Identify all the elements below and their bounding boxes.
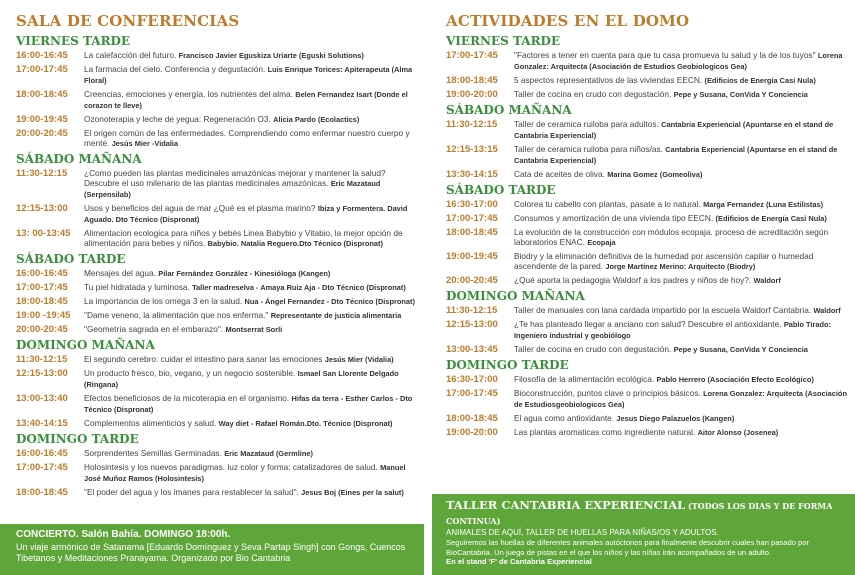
event-speaker: Way diet - Rafael Román.Dto. Técnico (Dispronat) <box>218 419 393 428</box>
event-title: Efectos beneficiosos de la micoterapia en el organismo. <box>84 393 290 403</box>
schedule-item <box>446 388 855 410</box>
event-description <box>514 388 855 410</box>
event-description <box>514 199 855 210</box>
event-speaker: Pepe y Susana, ConVida Y Conciencia <box>673 90 808 99</box>
event-speaker: Cantabria Experiencial (Apuntarse en el stand de Cantabria Experiencial) <box>514 145 838 165</box>
event-description <box>84 296 424 307</box>
day-heading: SÁBADO MAÑANA <box>446 103 572 117</box>
concierto-text: Un viaje armónico de Satanama [Eduardo Domínguez y Seva Partap Singh] con Gongs, Cuencos Tibetanos y Meditaciones Pranayama. Organizado por Bio Cantabria <box>16 542 406 563</box>
taller-stand: En el stand 'F' de Cantabria Experiencial <box>446 557 592 566</box>
event-speaker: (Edificios de Energía Casi Nula) <box>704 76 816 85</box>
event-time: 11:30-12:15 <box>446 119 498 130</box>
schedule-item <box>16 203 424 225</box>
schedule-item <box>446 374 855 385</box>
event-time: 13:00-13:45 <box>446 344 498 355</box>
event-description <box>84 462 424 484</box>
schedule-item <box>446 227 855 248</box>
event-time: 17:00-17:45 <box>446 213 498 224</box>
event-title: Sorprendentes Semillas Germinadas. <box>84 448 222 458</box>
event-description <box>514 344 855 355</box>
event-title: Alimentacion ecologica para niños y bebés Linea Babybio y Vitabio, la mejor opción de alimentación para bebes y niños. <box>84 228 403 248</box>
schedule-item <box>16 89 424 111</box>
event-time: 16:30-17:00 <box>446 374 498 385</box>
sala-conferencias-title: SALA DE CONFERENCIAS <box>16 12 240 30</box>
event-title: La evolución de la construcción con módulos ecopaja. proceso de acreditación según laboratorios ENAC. <box>514 227 829 247</box>
schedule-item <box>16 282 424 293</box>
event-title: Taller de cocina en crudo con degustación. <box>514 344 672 354</box>
day-heading: DOMINGO MAÑANA <box>16 338 155 352</box>
event-speaker: Jesús Mier -Vidalia <box>111 139 179 148</box>
event-time: 11:30-12:15 <box>16 354 68 365</box>
concierto-banner <box>0 524 424 575</box>
event-title: El origen común de las enfermedades. Comprendiendo como enfermar nuestro cuerpo y mente. <box>84 128 410 148</box>
schedule-item <box>446 344 855 355</box>
schedule-item <box>446 305 855 316</box>
event-speaker: Waldorf <box>753 276 781 285</box>
event-time: 19:00-20:00 <box>446 427 498 438</box>
event-description <box>84 487 424 498</box>
event-description <box>84 203 424 225</box>
day-heading: DOMINGO TARDE <box>446 358 569 372</box>
event-description <box>514 305 855 316</box>
schedule-item <box>16 418 424 429</box>
event-time: 16:00-16:45 <box>16 50 68 61</box>
event-time: 13:40-14:15 <box>16 418 68 429</box>
day-heading: VIERNES TARDE <box>16 34 131 48</box>
event-title: Un producto fresco, bio, vegano, y un negocio sostenible. <box>84 368 296 378</box>
event-time: 19:00-19:45 <box>16 114 68 125</box>
event-time: 18:00-18:45 <box>16 296 68 307</box>
event-time: 11:30-12:15 <box>446 305 498 316</box>
event-speaker: Eric Mazataud (Serpensilab) <box>84 179 381 199</box>
event-speaker: Jesus Boj (Eines per la salut) <box>301 488 404 497</box>
event-description <box>84 368 424 390</box>
schedule-item <box>16 64 424 86</box>
schedule-item <box>16 462 424 484</box>
taller-title-main: TALLER CANTABRIA EXPERIENCIAL <box>446 498 686 512</box>
event-time: 20:00-20:45 <box>446 275 498 286</box>
event-time: 19:00-20:00 <box>446 89 498 100</box>
schedule-item <box>446 251 855 272</box>
event-time: 18:00-18:45 <box>446 413 498 424</box>
event-speaker: Ismael San Llorente Delgado (Ringana) <box>84 369 399 389</box>
event-title: Taller de ceramica ruiloba para niños/as. <box>514 144 663 154</box>
event-speaker: Cantabria Experiencial (Apuntarse en el stand de Cantabria Experiencial) <box>514 120 834 140</box>
event-description <box>514 319 855 341</box>
event-speaker: Alicia Pardo (Ecolactics) <box>273 115 360 124</box>
event-title: Holosintesis y los nuevos paradigmas. luz color y forma: catalizadores de salud. <box>84 462 378 472</box>
event-title: Bioconstrucción, puntos clave o principios básicos. <box>514 388 701 398</box>
schedule-item <box>446 199 855 210</box>
event-title: 5 aspectos representativos de las viviendas EECN. <box>514 75 703 85</box>
event-title: "Dame veneno, la alimentación que nos enferma." <box>84 310 269 320</box>
schedule-item <box>16 368 424 390</box>
event-description <box>84 418 424 429</box>
event-description <box>84 89 424 111</box>
event-time: 13:00-13:40 <box>16 393 68 404</box>
schedule-item <box>16 228 424 249</box>
domo-column <box>432 0 855 441</box>
event-speaker: Jesús Mier (Vidalia) <box>324 355 394 364</box>
event-time: 20:00-20:45 <box>16 128 68 139</box>
schedule-item <box>16 168 424 200</box>
day-heading: VIERNES TARDE <box>446 34 561 48</box>
event-time: 11:30-12:15 <box>16 168 68 179</box>
right-schedule <box>432 34 855 438</box>
event-description <box>84 324 424 335</box>
schedule-item <box>16 324 424 335</box>
event-description <box>514 89 855 100</box>
event-description <box>84 393 424 415</box>
event-description <box>514 275 855 286</box>
schedule-item <box>16 310 424 321</box>
event-speaker: Lorena Gonzalez: Arquitecta (Asociación de Estudios Geobiologicos Gea) <box>514 51 843 71</box>
event-time: 12:15-13:00 <box>446 319 498 330</box>
concierto-details: Salón Bahía. DOMINGO 18:00h. <box>78 529 231 540</box>
event-description <box>84 310 424 321</box>
event-description <box>514 119 855 141</box>
event-time: 12:15-13:00 <box>16 368 68 379</box>
event-time: 17:00-17:45 <box>446 50 498 61</box>
event-description <box>84 168 424 200</box>
taller-subtitle: ANIMALES DE AQUÍ, TALLER DE HUELLAS PARA NIÑAS/OS Y ADULTOS. <box>446 528 719 537</box>
event-speaker: Montserrat Sorli <box>225 325 283 334</box>
event-description <box>84 354 424 365</box>
event-title: ¿Qué aporta la pedagogia Waldorf a los padres y niños de hoy?. <box>514 275 752 285</box>
event-speaker: Marina Gomez (Gomeoliva) <box>607 170 703 179</box>
event-time: 19:00 -19:45 <box>16 310 71 321</box>
event-description <box>514 144 855 166</box>
event-title: "Factores a tener en cuenta para que tu casa promueva tu salud y la de los tuyos" <box>514 50 816 60</box>
schedule-item <box>446 119 855 141</box>
concierto-title <box>16 529 408 541</box>
event-time: 16:00-16:45 <box>16 268 68 279</box>
event-time: 18:00-18:45 <box>16 487 68 498</box>
schedule-item <box>16 128 424 149</box>
event-speaker: Manuel José Muñoz Ramos (Holosintesis) <box>84 463 406 483</box>
event-title: Filosofía de la alimentación ecológica. <box>514 374 655 384</box>
event-time: 13: 00-13:45 <box>16 228 71 239</box>
event-speaker: Nua - Ángel Fernandez - Dto Técnico (Dispronat) <box>244 297 415 306</box>
event-description <box>514 50 855 72</box>
event-time: 12:15-13:15 <box>446 144 498 155</box>
schedule-item <box>16 268 424 279</box>
event-description <box>84 50 424 61</box>
event-time: 17:00-17:45 <box>16 282 68 293</box>
event-description <box>514 251 855 272</box>
event-time: 12:15-13:00 <box>16 203 68 214</box>
event-title: Consumos y amortización de una vivienda tipo EECN. <box>514 213 714 223</box>
event-time: 18:00-18:45 <box>446 75 498 86</box>
event-title: Usos y beneficios del agua de mar ¿Qué es el plasma marino? <box>84 203 316 213</box>
taller-banner <box>432 494 855 575</box>
schedule-item <box>446 427 855 438</box>
event-description <box>514 413 855 424</box>
schedule-item <box>16 448 424 459</box>
schedule-item <box>446 144 855 166</box>
event-title: La farmacia del cielo. Conferencia y degustación. <box>84 64 266 74</box>
event-speaker: Hifas da terra - Esther Carlos - Dto Técnico (Dispronat) <box>84 394 413 414</box>
event-speaker: Representante de justicia alimentaria <box>270 311 402 320</box>
day-heading: SÁBADO TARDE <box>446 183 556 197</box>
event-speaker: Marga Fernandez (Luna Estilistas) <box>703 200 824 209</box>
event-description <box>514 227 855 248</box>
event-title: Creencias, emociones y energía, los nutrientes del alma. <box>84 89 293 99</box>
day-heading: DOMINGO MAÑANA <box>446 289 585 303</box>
event-time: 16:30-17:00 <box>446 199 498 210</box>
event-speaker: Jesus Diego Palazuelos (Kangen) <box>616 414 735 423</box>
event-time: 17:00-17:45 <box>16 462 68 473</box>
event-speaker: Ecopaja <box>587 238 616 247</box>
event-title: Colorea tu cabello con plantas, pasate a lo natural. <box>514 199 701 209</box>
event-description <box>514 213 855 224</box>
schedule-item <box>16 50 424 61</box>
event-title: La importancia de los omega 3 en la salud. <box>84 296 243 306</box>
event-title: "El poder del agua y los imanes para restablecer la salud". <box>84 487 299 497</box>
schedule-item <box>446 169 855 180</box>
schedule-item <box>446 75 855 86</box>
schedule-item <box>16 354 424 365</box>
event-time: 17:00-17:45 <box>16 64 68 75</box>
left-schedule <box>0 34 424 498</box>
schedule-item <box>16 114 424 125</box>
event-title: Taller de cocina en crudo con degustación. <box>514 89 672 99</box>
day-heading: DOMINGO TARDE <box>16 432 139 446</box>
event-speaker: (Edificios de Energía Casi Nula) <box>715 214 827 223</box>
event-title: Biodry y la eliminación definitiva de la humedad por ascensión capilar o humedad ascendente de la pared. <box>514 251 814 271</box>
schedule-item <box>446 50 855 72</box>
event-description <box>84 128 424 149</box>
event-title: El segundo cerebro: cuidar el intestino para sanar las emociones <box>84 354 323 364</box>
event-description <box>514 75 855 86</box>
sala-conferencias-column <box>0 0 424 501</box>
event-description <box>84 282 424 293</box>
event-title: Complementos alimenticios y salud. <box>84 418 217 428</box>
schedule-item <box>16 393 424 415</box>
schedule-item <box>446 213 855 224</box>
event-title: "Geometría sagrada en el embarazo". <box>84 324 224 334</box>
schedule-item <box>16 487 424 498</box>
event-speaker: Luis Enrique Torices: Apiterapeuta (Alma Floral) <box>84 65 413 85</box>
event-title: ¿Como pueden las plantas medicinales amazónicas mejorar y mantener la salud? Descubre el uso milenario de las plantas medicinales amazónicas. <box>84 168 386 188</box>
taller-text: Seguiremos las huellas de diferentes animales autóctonos para finalmente descubrir cuales han pasado por BioCantabria. Un juego de pistas en el que los niños y las niñas irán acompañados de un adulto. <box>446 538 810 557</box>
event-title: Las plantas aromaticas como ingrediente natural. <box>514 427 696 437</box>
event-time: 20:00-20:45 <box>16 324 68 335</box>
event-title: ¿Te has planteado llegar a anciano con salud? Descubre el antioxidante. <box>514 319 782 329</box>
event-description <box>84 268 424 279</box>
event-title: Taller de manuales con lana cardada impartido por la escuela Waldorf Cantabria. <box>514 305 812 315</box>
event-description <box>84 114 424 125</box>
event-speaker: Ibiza y Formentera. David Aguado. Dto Técnico (Dispronat) <box>84 204 408 224</box>
event-title: Taller de ceramica ruiloba para adultos. <box>514 119 659 129</box>
taller-title-note: (TODOS LOS DIAS Y DE FORMA CONTINUA) <box>446 501 833 526</box>
event-speaker: Lorena Gonzalez: Arquitecta (Asociación de Estudiosgeobiologicos Gea) <box>514 389 847 409</box>
event-description <box>514 374 855 385</box>
event-time: 19:00-19:45 <box>446 251 498 262</box>
schedule-item <box>446 413 855 424</box>
taller-title <box>446 498 841 528</box>
event-speaker: Pilar Fernández González - Kinesióloga (Kangen) <box>158 269 331 278</box>
event-time: 17:00-17:45 <box>446 388 498 399</box>
schedule-item <box>446 89 855 100</box>
event-title: Cata de aceites de oliva. <box>514 169 605 179</box>
event-title: Tu piel hidratada y luminosa. <box>84 282 190 292</box>
event-description <box>84 64 424 86</box>
event-speaker: Belen Fernandez Isart (Donde el corazon te lleve) <box>84 90 408 110</box>
event-description <box>84 448 424 459</box>
event-title: Ozonoterapia y leche de yegua: Regeneración O3. <box>84 114 271 124</box>
event-speaker: Aitor Alonso (Josenea) <box>697 428 779 437</box>
event-speaker: Babybio. Natalia Reguero.Dto Técnico (Dispronat) <box>207 239 383 248</box>
domo-title: ACTIVIDADES EN EL DOMO <box>446 12 690 30</box>
event-description <box>514 169 855 180</box>
day-heading: SÁBADO MAÑANA <box>16 152 142 166</box>
schedule-item <box>446 275 855 286</box>
event-speaker: Taller madreselva - Amaya Ruiz Aja - Dto Técnico (Dispronat) <box>192 283 406 292</box>
event-speaker: Jorge Martínez Merino: Arquitecto (Biodry) <box>605 262 756 271</box>
event-description <box>84 228 424 249</box>
event-speaker: Waldorf <box>813 306 841 315</box>
concierto-label: CONCIERTO. <box>16 529 79 540</box>
event-title: La calefacción del futuro. <box>84 50 177 60</box>
event-speaker: Pablo Tirado: Ingeniero industrial y geobiólogo <box>514 320 831 340</box>
event-speaker: Francisco Javier Eguskiza Uriarte (Eguski Solutions) <box>178 51 364 60</box>
event-title: Mensajes del agua. <box>84 268 156 278</box>
event-time: 18:00-18:45 <box>16 89 68 100</box>
event-time: 13:30-14:15 <box>446 169 498 180</box>
event-speaker: Pablo Herrero (Asociación Efecto Ecológico) <box>656 375 814 384</box>
schedule-item <box>446 319 855 341</box>
event-speaker: Pepe y Susana, ConVida Y Conciencia <box>673 345 808 354</box>
event-title: El agua como antioxidante. <box>514 413 615 423</box>
day-heading: SÁBADO TARDE <box>16 252 126 266</box>
schedule-item <box>16 296 424 307</box>
event-speaker: Eric Mazataud (Germline) <box>224 449 313 458</box>
event-description <box>514 427 855 438</box>
event-time: 16:00-16:45 <box>16 448 68 459</box>
event-time: 18:00-18:45 <box>446 227 498 238</box>
